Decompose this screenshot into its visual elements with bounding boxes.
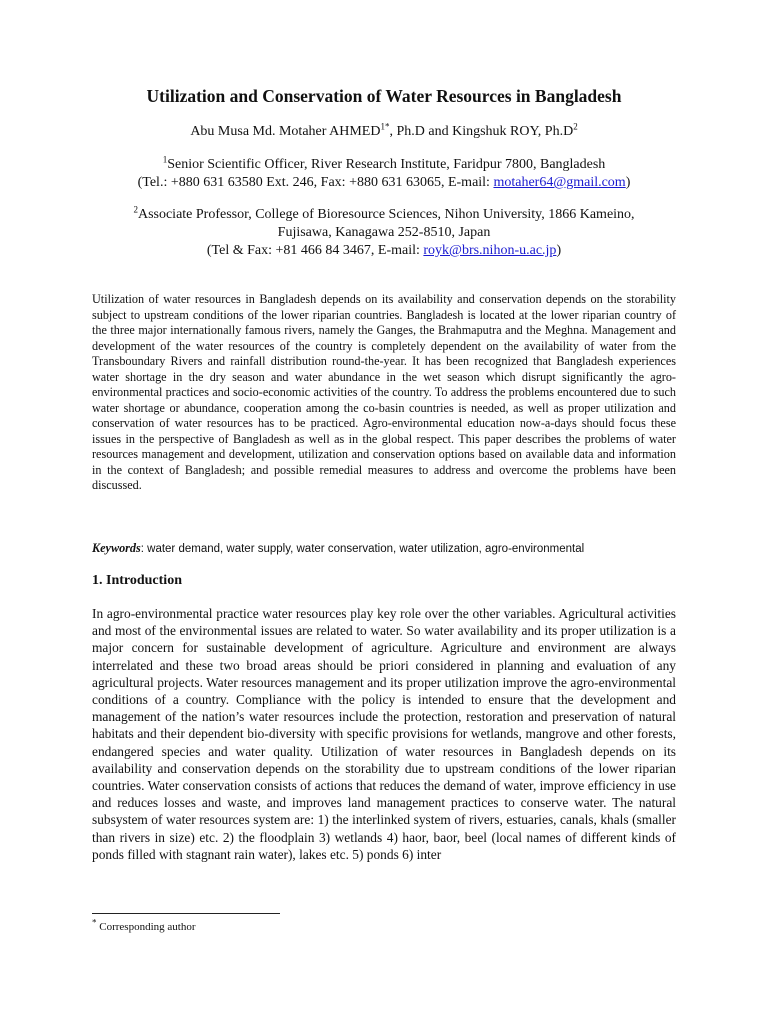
affiliation-1-text: Senior Scientific Officer, River Research Institute, Faridpur 7800, Bangladesh: [167, 157, 606, 172]
author-1-name: Abu Musa Md. Motaher AHMED: [190, 124, 381, 139]
affiliation-1-superscript: 1: [162, 154, 168, 165]
author-line: [0, 121, 768, 140]
keywords-line: [92, 541, 676, 556]
affiliation-2: [0, 206, 768, 260]
abstract-paragraph: Utilization of water resources in Bangladesh depends on its availability and conservation depends on the storability subject to upstream conditions of the lower riparian countries. Bangladesh is located at the lower riparian country of the three major internationally famous rivers, namely the Ganges, the Brahmaputra and the Meghna. Management and development of the water resources of the country is completely dependent on the availability of water from the Transboundary Rivers and rainfall distribution round-the-year. It has been recognized that Bangladesh experiences water shortage in the dry season and water abundance in the wet season which disrupt significantly the agro-environmental practices and socio-economic activities of the country. To address the problems encountered due to such water shortage or abundance, cooperation among the co-basin countries is needed, as well as proper utilization and conservation of water resources has to be practiced. Agro-environmental education now-a-days should focus these issues in the perspective of Bangladesh as well as in the global respect. This paper describes the problems of water resources management and development, utilization and conservation options based on available data and information in the context of Bangladesh; and possible remedial measures to address and overcome the problems have been discussed.: [92, 292, 676, 492]
affiliation-2-line-1: [0, 206, 768, 224]
paper-title: Utilization and Conservation of Water Resources in Bangladesh: [146, 86, 622, 106]
email-link-2[interactable]: royk@brs.nihon-u.ac.jp: [423, 243, 557, 258]
affiliation-2-contact-prefix: (Tel & Fax: +81 466 84 3467, E-mail:: [206, 243, 424, 258]
affiliation-1: [0, 156, 768, 192]
author-2-superscript: 2: [573, 121, 578, 132]
keywords-text: : water demand, water supply, water conservation, water utilization, agro-environmental: [140, 543, 585, 555]
footnote-mark: *: [92, 917, 97, 928]
footnote-text: Corresponding author: [96, 921, 196, 933]
section-heading-introduction: 1. Introduction: [92, 573, 182, 588]
affiliation-1-contact-suffix: ): [625, 175, 631, 190]
introduction-paragraph: In agro-environmental practice water resources play key role over the other variables. Agricultural activities and most of the environmental issues are related to water. So water availability and its proper utilization is a major concern for sustainable development of agriculture. Agriculture and environment are always interrelated and these two broad areas should be priori considered in planning and evaluation of any agricultural projects. Water resources management and its proper utilization improve the agro-environmental conditions of a country. Compliance with the policy is intended to ensure that the development and management of the nation’s water resources include the protection, restoration and preservation of natural habitats and their dependent bio-diversity with specific provisions for wetlands, mangrove and other forests, endangered species and water quality. Utilization of water resources in Bangladesh depends on its availability and conservation depends on the storability due to upstream conditions of the lower riparian countries. Water conservation consists of actions that reduces the demand of water, improve efficiency in use and reduces losses and waste, and improves land management practices to conserve water. The natural subsystem of water resources system are: 1) the interlinked system of rivers, estuaries, canals, khals (smaller than rivers in size) etc. 2) the floodplain 3) wetlands 4) haor, baor, beel (local names of different kinds of ponds filled with stagnant rain water), lakes etc. 5) ponds 6) inter: [92, 606, 676, 862]
affiliation-1-contact-prefix: (Tel.: +880 631 63580 Ext. 246, Fax: +880 631 63065, E-mail:: [137, 175, 494, 190]
affiliation-2-line-3: [0, 242, 768, 260]
affiliation-2-line-2: Fujisawa, Kanagawa 252-8510, Japan: [277, 225, 491, 240]
affiliation-2-contact-suffix: ): [556, 243, 562, 258]
affiliation-1-line-2: [0, 174, 768, 192]
affiliation-2-superscript: 2: [133, 204, 138, 215]
footnote: [92, 917, 196, 933]
keywords-label: Keywords: [92, 541, 141, 555]
affiliation-2-text: Associate Professor, College of Bioresource Sciences, Nihon University, 1866 Kameino,: [137, 207, 635, 222]
affiliation-1-line-1: [0, 156, 768, 174]
author-1-superscript: 1*: [380, 121, 390, 132]
footnote-divider: [92, 913, 280, 914]
email-link-1[interactable]: motaher64@gmail.com: [493, 175, 626, 190]
author-separator: , Ph.D and Kingshuk ROY, Ph.D: [389, 124, 574, 139]
